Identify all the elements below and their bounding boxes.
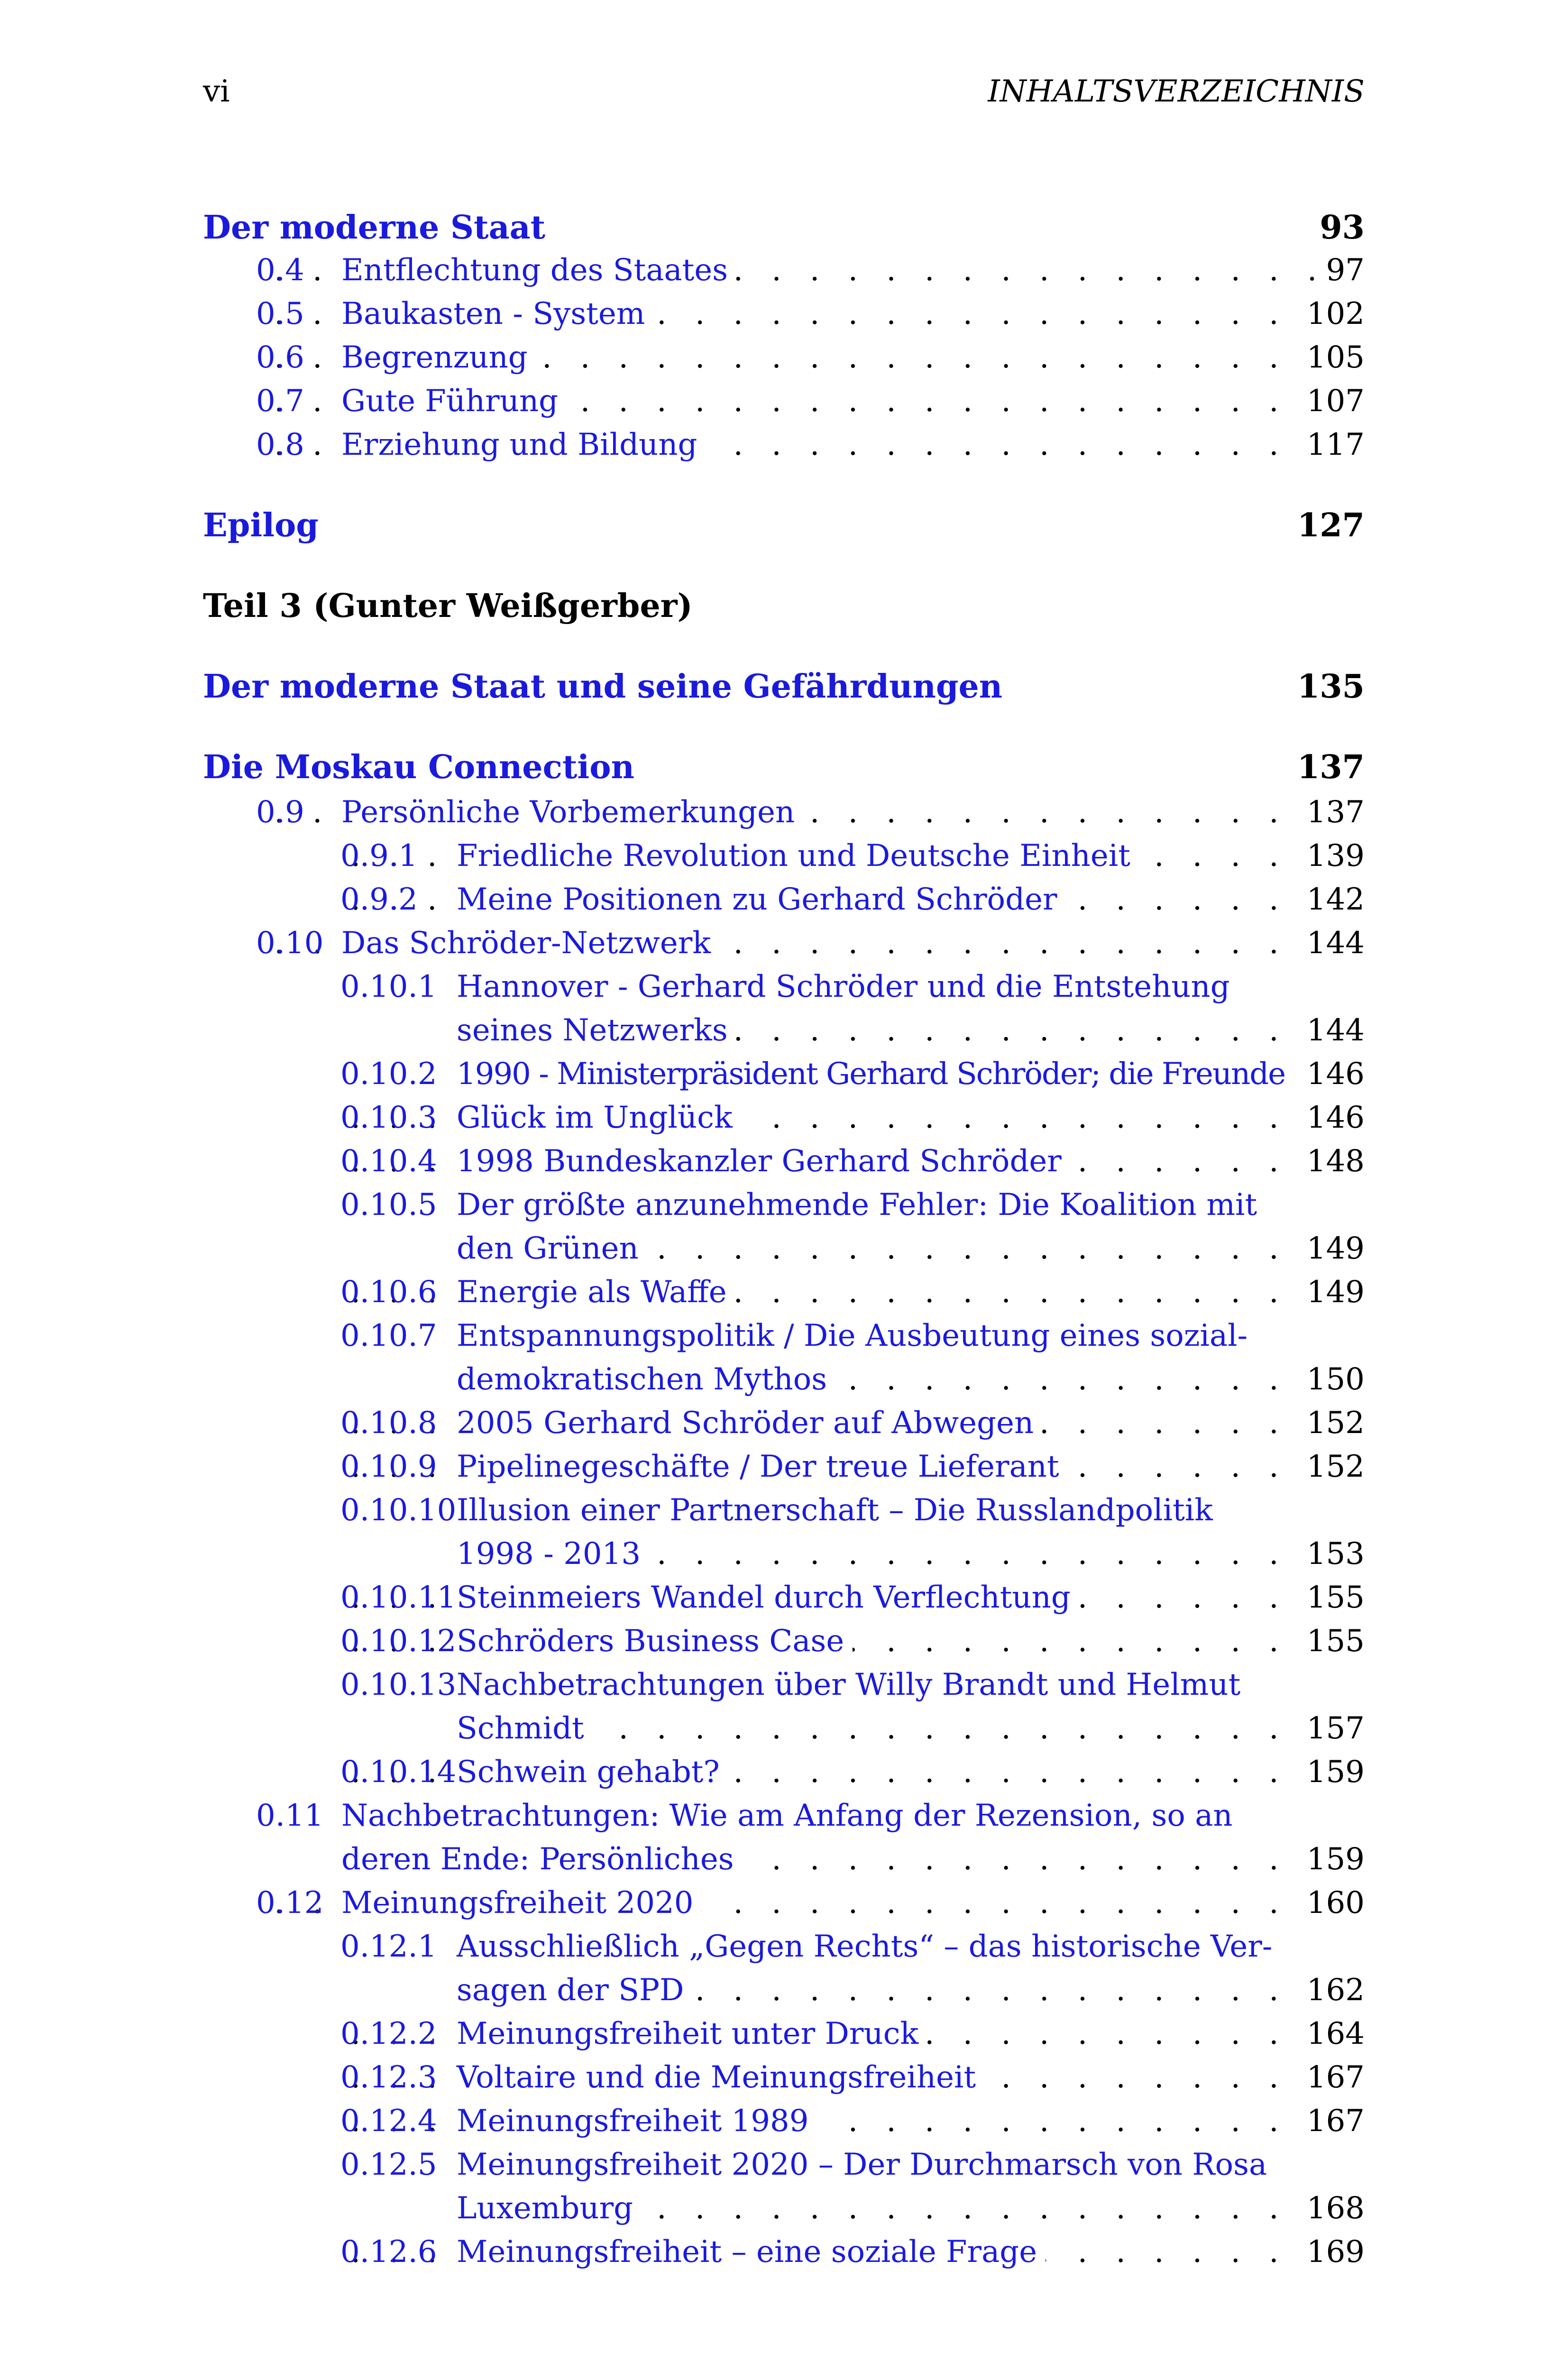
toc-entry-0-10-2[interactable]: [340, 1051, 1365, 1097]
section-number[interactable]: 0.12.5: [340, 2147, 437, 2182]
section-page: 159: [1302, 1837, 1365, 1882]
section-label[interactable]: Pipelinegeschäfte / Der treue Lieferant: [457, 1444, 1068, 1489]
toc-entry-0-10-10[interactable]: [340, 1488, 1365, 1533]
toc-entry-0-10-1[interactable]: [340, 964, 1365, 1010]
section-number[interactable]: 0.12.4: [340, 2104, 437, 2139]
section-number[interactable]: 0.10.14: [340, 1755, 457, 1790]
section-label-line1[interactable]: Illusion einer Partnerschaft – Die Russlandpolitik: [457, 1493, 1213, 1528]
section-number[interactable]: 0.10.3: [340, 1100, 437, 1135]
section-label-line1[interactable]: Der größte anzunehmende Fehler: Die Koalition mit: [457, 1187, 1257, 1222]
section-page: 152: [1302, 1444, 1365, 1489]
toc-entry-0-5[interactable]: [256, 291, 1365, 337]
section-label[interactable]: Schröders Business Case: [457, 1618, 853, 1664]
section-label[interactable]: Persönliche Vorbemerkungen: [341, 790, 803, 835]
toc-entry-0-4[interactable]: [256, 248, 1365, 293]
section-page: 150: [1302, 1357, 1365, 1402]
toc-part-heading: Teil 3 (Gunter Weißgerber): [203, 587, 693, 625]
toc-entry-0-12-5-cont[interactable]: [457, 2186, 1365, 2231]
section-page: 142: [1302, 877, 1365, 922]
toc-entry-0-9-2[interactable]: [340, 877, 1365, 922]
section-page: 144: [1302, 920, 1365, 966]
toc-entry-0-10-3[interactable]: [340, 1095, 1365, 1140]
section-number[interactable]: 0.9.2: [340, 882, 418, 917]
toc-entry-0-9-1[interactable]: [340, 833, 1365, 879]
section-label[interactable]: 1990 - Ministerpräsident Gerhard Schröder; die Freunde: [457, 1057, 1285, 1092]
section-page: 160: [1302, 1880, 1365, 1926]
toc-entry-0-10-8[interactable]: [340, 1400, 1365, 1446]
chapter-title[interactable]: Epilog: [203, 506, 319, 544]
section-label-line1[interactable]: Ausschließlich „Gegen Rechts“ – das historische Ver-: [457, 1929, 1273, 1964]
section-label[interactable]: Steinmeiers Wandel durch Verflechtung: [457, 1575, 1079, 1620]
section-label[interactable]: Begrenzung: [341, 335, 536, 380]
section-label[interactable]: Voltaire und die Meinungsfreiheit: [457, 2055, 984, 2100]
section-page: 169: [1302, 2229, 1365, 2275]
toc-entry-0-10-13[interactable]: [340, 1662, 1365, 1708]
toc-entry-0-10-1-cont[interactable]: [457, 1008, 1365, 1053]
section-page: 155: [1302, 1618, 1365, 1664]
section-label-line1[interactable]: Meinungsfreiheit 2020 – Der Durchmarsch von Rosa: [457, 2147, 1267, 2182]
section-label[interactable]: 2005 Gerhard Schröder auf Abwegen: [457, 1400, 1042, 1446]
toc-entry-0-12-5[interactable]: [340, 2142, 1365, 2187]
section-number[interactable]: 0.11: [256, 1798, 324, 1833]
toc-entry-0-10-9[interactable]: [340, 1444, 1365, 1489]
toc-entry-0-6[interactable]: [256, 335, 1365, 380]
page-number: vi: [203, 74, 230, 109]
toc-entry-0-12-4[interactable]: [340, 2098, 1365, 2144]
section-number[interactable]: 0.10.5: [340, 1187, 437, 1222]
section-page: 157: [1302, 1706, 1365, 1751]
chapter-page: 135: [1297, 668, 1365, 706]
section-number[interactable]: 0.7: [256, 384, 304, 419]
section-number[interactable]: 0.8: [256, 427, 304, 462]
section-label-line2[interactable]: seines Netzwerks: [457, 1008, 736, 1053]
chapter-title[interactable]: Der moderne Staat und seine Gefährdungen: [203, 668, 1003, 706]
section-page: 167: [1302, 2098, 1365, 2144]
section-page: 155: [1302, 1575, 1365, 1620]
toc-chapter-der-moderne-staat[interactable]: [203, 204, 1365, 251]
section-number[interactable]: 0.10.8: [340, 1406, 437, 1441]
section-page: 149: [1302, 1226, 1365, 1271]
section-number[interactable]: 0.10: [256, 926, 324, 961]
toc-entry-0-10-5[interactable]: [340, 1182, 1365, 1228]
toc-entry-0-10[interactable]: [256, 920, 1365, 966]
section-page: 139: [1302, 833, 1365, 879]
section-label[interactable]: Glück im Unglück: [457, 1095, 741, 1140]
section-label-line1[interactable]: Nachbetrachtungen: Wie am Anfang der Rezension, so an: [341, 1798, 1233, 1833]
toc-chapter-moskau-connection[interactable]: [203, 744, 1365, 791]
section-number[interactable]: 0.12.6: [340, 2234, 437, 2270]
chapter-page: 137: [1297, 748, 1365, 786]
chapter-page: 127: [1297, 506, 1365, 544]
section-label-line2[interactable]: sagen der SPD: [457, 1967, 692, 2013]
section-number[interactable]: 0.12.1: [340, 1929, 437, 1964]
toc-entry-0-12-3[interactable]: [340, 2055, 1365, 2100]
section-label-line2[interactable]: Luxemburg: [457, 2186, 642, 2231]
section-number[interactable]: 0.6: [256, 340, 304, 375]
section-label[interactable]: Gute Führung: [341, 378, 567, 424]
section-page: 144: [1302, 1008, 1365, 1053]
section-number[interactable]: 0.12: [256, 1885, 324, 1921]
section-label-line2[interactable]: 1998 - 2013: [457, 1531, 649, 1577]
section-label-line2[interactable]: demokratischen Mythos: [457, 1357, 835, 1402]
toc-entry-0-10-10-cont[interactable]: [457, 1531, 1365, 1577]
section-label[interactable]: Entflechtung des Staates: [341, 248, 736, 293]
toc-entry-0-10-4[interactable]: [340, 1139, 1365, 1184]
section-page: 148: [1302, 1139, 1365, 1184]
section-number[interactable]: 0.10.13: [340, 1667, 457, 1702]
section-page: 107: [1302, 378, 1365, 424]
section-label-line2[interactable]: Schmidt: [457, 1706, 593, 1751]
section-label-line2[interactable]: den Grünen: [457, 1226, 647, 1271]
section-number[interactable]: 0.10.2: [340, 1057, 437, 1092]
section-label[interactable]: Das Schröder-Netzwerk: [341, 920, 719, 966]
section-label-line2[interactable]: deren Ende: Persönliches: [341, 1837, 743, 1882]
section-label[interactable]: Meinungsfreiheit unter Druck: [457, 2011, 927, 2057]
toc-entry-0-8[interactable]: [256, 422, 1365, 468]
toc-entry-0-10-7[interactable]: [340, 1313, 1365, 1359]
section-page: 164: [1302, 2011, 1365, 2057]
section-number[interactable]: 0.12.3: [340, 2060, 437, 2095]
section-number[interactable]: 0.10.10: [340, 1493, 457, 1528]
section-number[interactable]: 0.9.1: [340, 838, 418, 873]
toc-entry-0-7[interactable]: [256, 378, 1365, 424]
section-page: 162: [1302, 1967, 1365, 2013]
chapter-title[interactable]: Der moderne Staat: [203, 209, 546, 247]
toc-entry-0-11[interactable]: [256, 1793, 1365, 1838]
section-number[interactable]: 0.10.9: [340, 1449, 437, 1484]
section-number[interactable]: 0.5: [256, 296, 304, 331]
section-number[interactable]: 0.10.12: [340, 1624, 457, 1659]
toc-entry-0-12-2[interactable]: [340, 2011, 1365, 2057]
section-number[interactable]: 0.12.2: [340, 2016, 437, 2051]
toc-chapter-epilog[interactable]: [203, 502, 1365, 549]
toc-entry-0-10-5-cont[interactable]: [457, 1226, 1365, 1271]
section-label[interactable]: Schwein gehabt?: [457, 1749, 728, 1795]
section-label[interactable]: Meinungsfreiheit – eine soziale Frage: [457, 2229, 1045, 2275]
toc-entry-0-10-12[interactable]: [340, 1618, 1365, 1664]
toc-entry-0-12-6[interactable]: [340, 2229, 1365, 2275]
toc-entry-0-12-1-cont[interactable]: [457, 1967, 1365, 2013]
section-page: 149: [1302, 1269, 1365, 1315]
section-page: 102: [1302, 291, 1365, 337]
section-number[interactable]: 0.10.6: [340, 1275, 437, 1310]
section-page: 117: [1302, 422, 1365, 468]
toc-entry-0-11-cont[interactable]: [341, 1837, 1365, 1882]
section-page: 97: [1321, 248, 1365, 293]
leader-dots: [457, 1706, 1365, 1751]
section-number[interactable]: 0.9: [256, 795, 304, 830]
section-page: 167: [1302, 2055, 1365, 2100]
toc-chapter-gefaehrdungen[interactable]: [203, 663, 1365, 710]
toc-entry-0-10-13-cont[interactable]: [457, 1706, 1365, 1751]
section-page: 146: [1302, 1095, 1365, 1140]
section-page: 159: [1302, 1749, 1365, 1795]
toc-entry-0-10-11[interactable]: [340, 1575, 1365, 1620]
toc-entry-0-10-6[interactable]: [340, 1269, 1365, 1315]
section-label[interactable]: Meinungsfreiheit 1989: [457, 2098, 817, 2144]
section-page: 153: [1302, 1531, 1365, 1577]
chapter-title[interactable]: Die Moskau Connection: [203, 748, 634, 786]
section-label[interactable]: Erziehung und Bildung: [341, 422, 706, 468]
section-label-line1[interactable]: Entspannungspolitik / Die Ausbeutung eines sozial-: [457, 1318, 1248, 1353]
toc-entry-0-9[interactable]: [256, 790, 1365, 835]
section-number[interactable]: 0.10.4: [340, 1144, 437, 1179]
section-number[interactable]: 0.10.11: [340, 1580, 457, 1615]
toc-entry-0-12[interactable]: [256, 1880, 1365, 1926]
toc-entry-0-10-14[interactable]: [340, 1749, 1365, 1795]
section-number[interactable]: 0.10.7: [340, 1318, 437, 1353]
section-label[interactable]: Meinungsfreiheit 2020: [341, 1880, 702, 1926]
toc-entry-0-10-7-cont[interactable]: [457, 1357, 1365, 1402]
section-label[interactable]: Friedliche Revolution und Deutsche Einheit: [457, 833, 1139, 879]
section-label[interactable]: 1998 Bundeskanzler Gerhard Schröder: [457, 1139, 1070, 1184]
section-page: 105: [1302, 335, 1365, 380]
section-page: 152: [1302, 1400, 1365, 1446]
section-page: 146: [1302, 1051, 1365, 1097]
section-number[interactable]: 0.4: [256, 253, 304, 288]
section-label[interactable]: Meine Positionen zu Gerhard Schröder: [457, 877, 1066, 922]
section-label[interactable]: Baukasten - System: [341, 291, 653, 337]
running-title: INHALTSVERZEICHNIS: [988, 74, 1365, 109]
section-number[interactable]: 0.10.1: [340, 969, 437, 1004]
chapter-page: 93: [1320, 209, 1365, 247]
section-label-line1[interactable]: Nachbetrachtungen über Willy Brandt und Helmut: [457, 1667, 1241, 1702]
section-label[interactable]: Energie als Waffe: [457, 1269, 735, 1315]
toc-entry-0-12-1[interactable]: [340, 1924, 1365, 1969]
section-page: 168: [1302, 2186, 1365, 2231]
section-label-line1[interactable]: Hannover - Gerhard Schröder und die Entstehung: [457, 969, 1230, 1004]
section-page: 137: [1302, 790, 1365, 835]
